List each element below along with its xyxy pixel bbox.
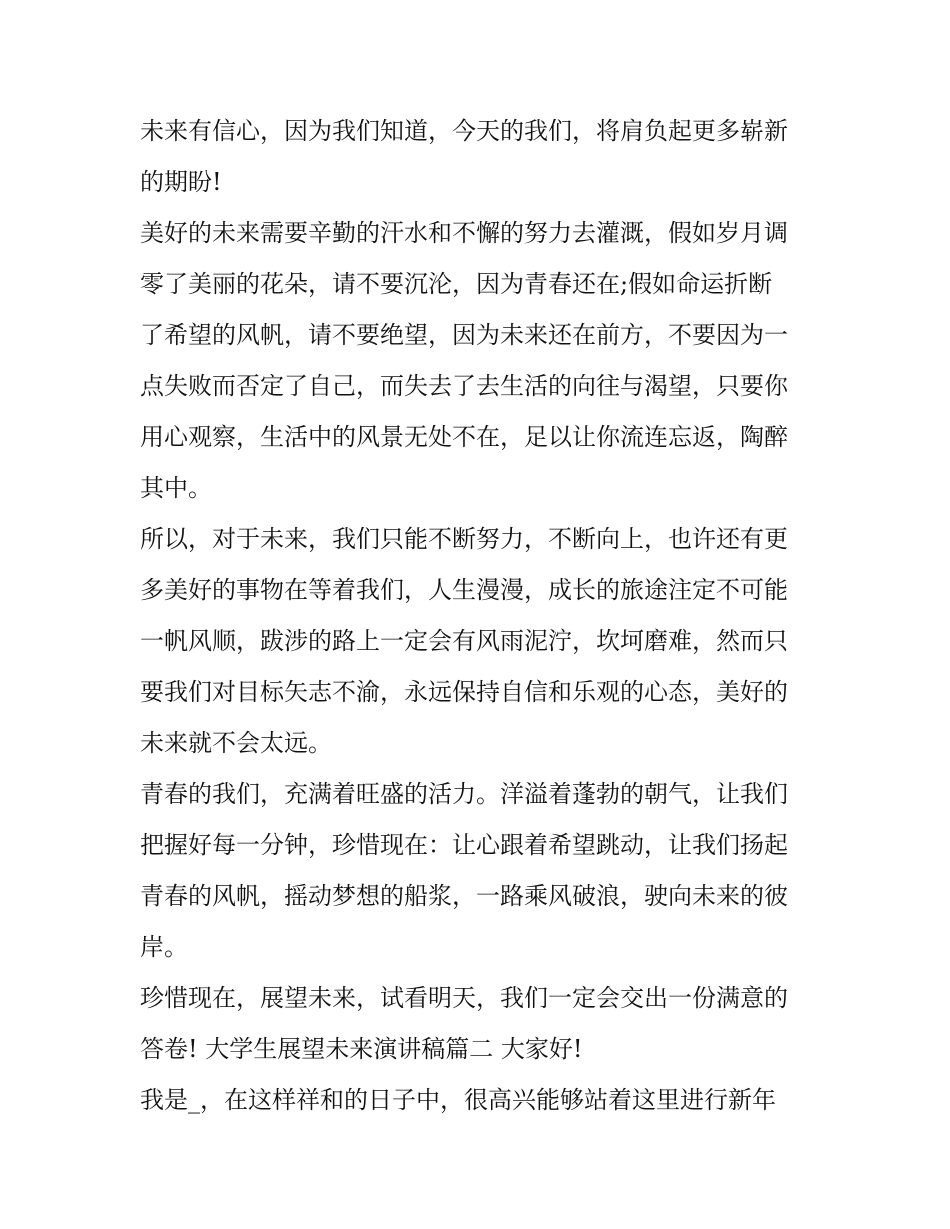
text-line: 我是_，在这样祥和的日子中，很高兴能够站着这里进行新年	[140, 1086, 776, 1114]
text-line: 未来就不会太远。	[140, 729, 332, 757]
text-line: 其中。	[140, 474, 212, 502]
text-line: 未来有信心，因为我们知道，今天的我们，将肩负起更多崭新	[140, 117, 788, 145]
text-line: 把握好每一分钟，珍惜现在：让心跟着希望跳动，让我们扬起	[140, 831, 788, 859]
text-line: 了希望的风帆，请不要绝望，因为未来还在前方，不要因为一	[140, 321, 788, 349]
text-line: 多美好的事物在等着我们，人生漫漫，成长的旅途注定不可能	[140, 576, 788, 604]
text-line: 珍惜现在，展望未来，试看明天，我们一定会交出一份满意的	[140, 984, 788, 1012]
text-line: 所以，对于未来，我们只能不断努力，不断向上，也许还有更	[140, 525, 788, 553]
text-line: 点失败而否定了自己，而失去了去生活的向往与渴望，只要你	[140, 372, 788, 400]
text-line: 岸。	[140, 933, 188, 961]
text-line: 零了美丽的花朵，请不要沉沦，因为青春还在;假如命运折断	[140, 270, 773, 298]
text-line: 用心观察，生活中的风景无处不在，足以让你流连忘返，陶醉	[140, 423, 788, 451]
text-line: 要我们对目标矢志不渝，永远保持自信和乐观的心态，美好的	[140, 678, 788, 706]
text-line: 的期盼!	[140, 168, 222, 196]
text-line: 一帆风顺，跋涉的路上一定会有风雨泥泞，坎坷磨难，然而只	[140, 627, 788, 655]
text-line: 青春的风帆，摇动梦想的船浆，一路乘风破浪，驶向未来的彼	[140, 882, 788, 910]
text-line: 美好的未来需要辛勤的汗水和不懈的努力去灌溉，假如岁月调	[140, 219, 788, 247]
text-line: 答卷! 大学生展望未来演讲稿篇二 大家好!	[140, 1035, 583, 1063]
document-body	[140, 106, 812, 1126]
text-line: 青春的我们，充满着旺盛的活力。洋溢着蓬勃的朝气，让我们	[140, 780, 788, 808]
